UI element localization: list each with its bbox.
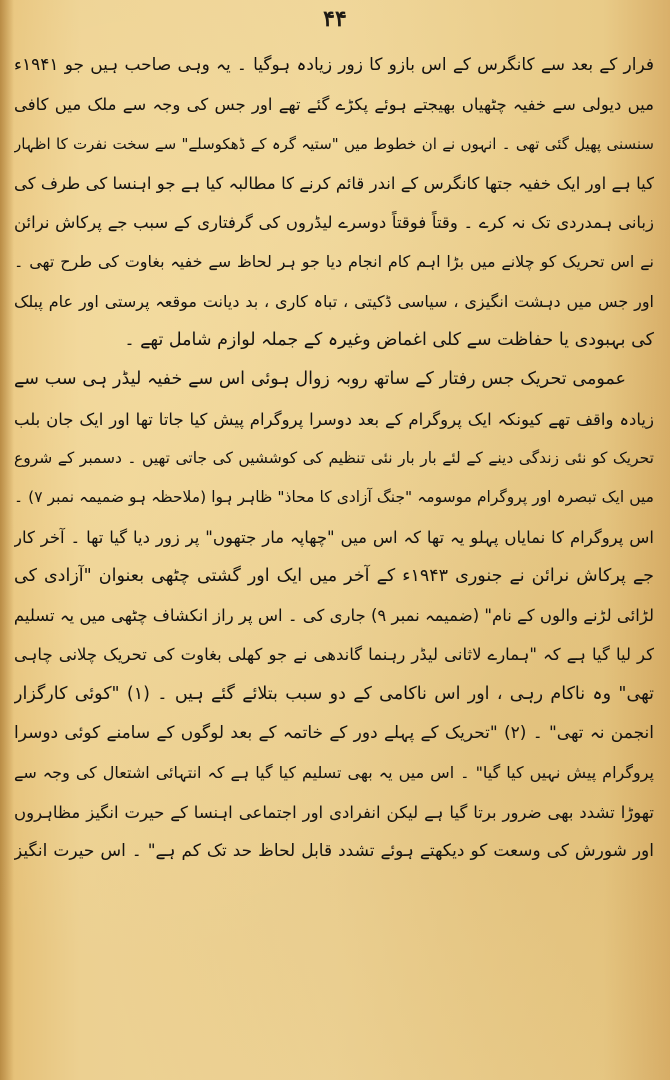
text-line: انجمن نہ تھی" ۔ (۲) "تحریک کے پہلے دور کے خاتمہ کے بعد لوگوں کے سامنے کوئی دوسرا (14, 723, 654, 744)
text-line: فرار کے بعد سے کانگرس کے اس بازو کا زور زیادہ ہوگیا ۔ یہ وہی صاحب ہیں جو ۱۹۴۱ء (14, 55, 654, 75)
text-line: کی بہبودی یا حفاظت سے کلی اغماض وغیرہ کے جملہ لوازم شامل تھے ۔ (124, 330, 654, 351)
text-line: کر لیا گیا ہے کہ "ہمارے لاثانی لیڈر رہنما گاندھی نے جو کھلی بغاوت کی تحریک چلانی چاہی (14, 645, 654, 665)
page-number: ۴۴ (323, 6, 347, 32)
text-line: تھوڑا تشدد بھی ضرور برتا گیا ہے لیکن انفرادی اور اجتماعی اہنسا کے حیرت انگیز مظاہروں (14, 802, 654, 822)
text-line: اور جس میں دہشت انگیزی ، سیاسی ڈکیتی ، تباہ کاری ، بد دیانت موقعہ پرستی اور عام پبلک (14, 291, 654, 311)
text-line: اور شورش کی وسعت کو دیکھتے ہوئے تشدد قابل لحاظ حد تک کم ہے" ۔ اس حیرت انگیز (14, 840, 654, 861)
urdu-body-text (14, 46, 654, 871)
page-edge-shadow (0, 0, 14, 1080)
text-line: زیادہ واقف تھے کیونکہ ایک پروگرام کے بعد دوسرا پروگرام پیش کیا جاتا تھا اور ایک جان بلب (14, 409, 654, 429)
text-line: سنسنی پھیل گئی تھی ۔ انہوں نے ان خطوط میں "ستیہ گرہ کے ڈھکوسلے" سے سخت نفرت کا اظہار (14, 134, 654, 153)
text-line: عمومی تحریک جس رفتار کے ساتھ روبہ زوال ہوئی اس سے خفیہ لیڈر ہی سب سے (14, 369, 626, 390)
text-line: پروگرام پیش نہیں کیا گیا" ۔ اس میں یہ بھی تسلیم کیا گیا ہے کہ انتہائی اشتعال کی وجہ سے (14, 763, 654, 783)
text-line: لڑائی لڑنے والوں کے نام" (ضمیمہ نمبر ۹) جاری کی ۔ اس پر راز انکشاف چٹھی میں یہ تسلیم (14, 606, 654, 626)
text-line: نے اس تحریک کو چلانے میں بڑا اہم کام انجام دیا جو ہر لحاظ سے خفیہ بغاوت کی طرح تھی ۔ (14, 252, 654, 272)
text-line: جے پرکاش نرائن نے جنوری ۱۹۴۳ء کے آخر میں ایک اور گشتی چٹھی بعنوان "آزادی کی (14, 565, 654, 586)
text-line: کیا ہے اور ایک خفیہ جتھا کانگرس کے اندر قائم کرنے کا مطالبہ کیا ہے جو اہنسا کی طرف کی (14, 173, 654, 193)
text-line: تحریک کو نئی زندگی دینے کے لئے بار بار نئی تنظیم کی کوششیں کی جاتی تھیں ۔ دسمبر کے شروع (14, 448, 654, 467)
text-line: تھی" وہ ناکام رہی ، اور اس ناکامی کے دو سبب بتلائے گئے ہیں ۔ (۱) "کوئی کارگزار (14, 683, 654, 704)
text-line: میں دیولی سے خفیہ چٹھیاں بھیجتے ہوئے پکڑے گئے تھے اور جس کی وجہ سے ملک میں کافی (14, 95, 654, 115)
text-line: زبانی ہمدردی تک نہ کرے ۔ وقتاً فوقتاً دوسرے لیڈروں کی گرفتاری کے سبب جے پرکاش نرائن (14, 213, 654, 233)
text-line: اس پروگرام کا نمایاں پہلو یہ تھا کہ اس میں "چھاپہ مار جتھوں" پر زور دیا گیا تھا ۔ آخر کار (14, 527, 654, 547)
text-line: میں ایک تبصرہ اور پروگرام موسومہ "جنگ آزادی کا محاذ" ظاہر ہوا (ملاحظہ ہو ضمیمہ نمبر ۷) ۔ (14, 488, 654, 507)
